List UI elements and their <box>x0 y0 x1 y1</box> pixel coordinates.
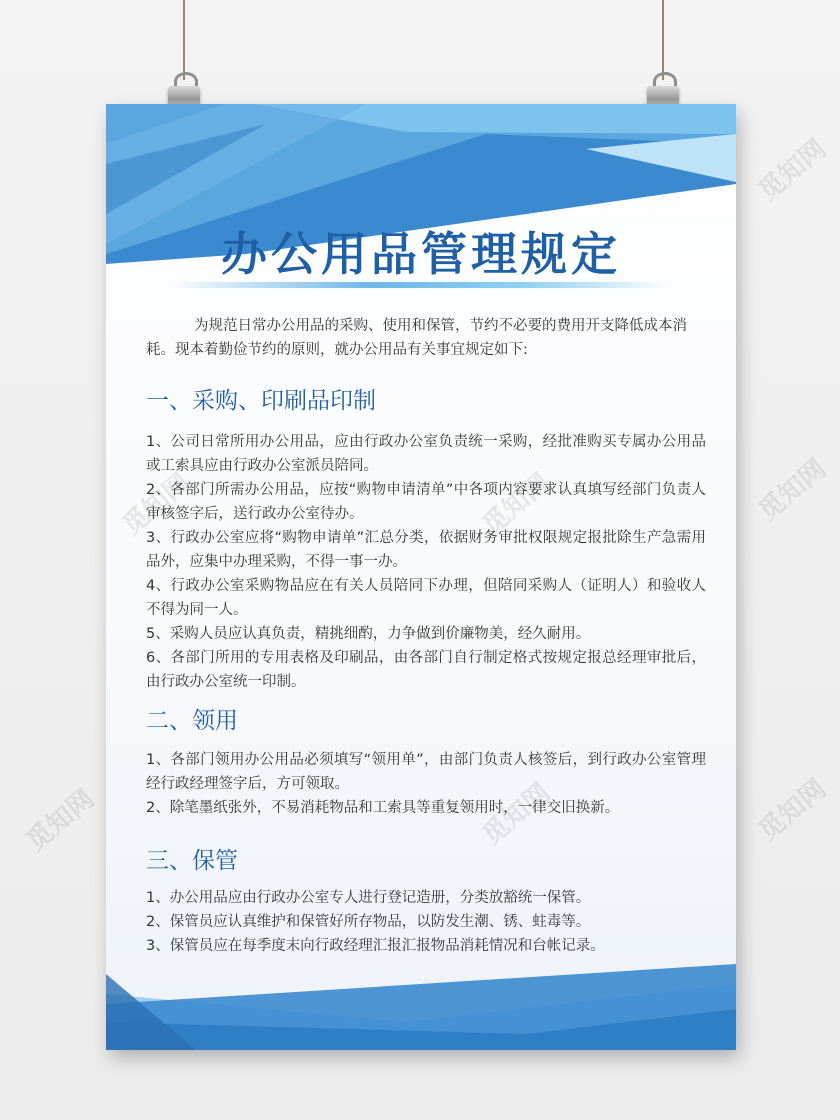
list-item: 4、行政办公室采购物品应在有关人员陪同下办理，但陪同采购人（证明人）和验收人不得为同一人。 <box>146 578 706 618</box>
list-item: 1、公司日常所用办公用品，应由行政办公室负责统一采购，经批准购买专属办公用品或工索具应由行政办公室派员陪同。 <box>146 434 706 474</box>
watermark-text: 觅知网 <box>117 467 197 541</box>
list-item: 6、各部门所用的专用表格及印刷品，由各部门自行制定格式按规定报总经理审批后，由行政办公室统一印制。 <box>146 650 706 690</box>
watermark-text: 觅知网 <box>21 783 101 857</box>
section-list-storage <box>146 886 706 958</box>
list-item: 1、各部门领用办公用品必须填写“领用单”，由部门负责人核签后，到行政办公室管理经行政经理签字后，方可领取。 <box>146 752 706 792</box>
section-heading-purchase: 一、采购、印刷品印制 <box>146 388 376 414</box>
watermark-text: 觅知网 <box>753 453 833 527</box>
hanging-string-left <box>183 0 185 80</box>
section-list-requisition <box>146 748 706 820</box>
watermark-text: 觅知网 <box>753 773 833 847</box>
list-item: 2、除笔墨纸张外，不易消耗物品和工索具等重复领用时，一律交旧换新。 <box>146 800 620 816</box>
list-item: 1、办公用品应由行政办公室专人进行登记造册，分类放豁统一保管。 <box>146 890 591 906</box>
list-item: 3、保管员应在每季度末向行政经理汇报汇报物品消耗情况和台帐记录。 <box>146 938 605 954</box>
section-heading-requisition: 二、领用 <box>146 708 238 734</box>
watermark-text: 觅知网 <box>477 777 557 851</box>
list-item: 3、行政办公室应将“购物申请单”汇总分类，依据财务审批权限规定报批除生产急需用品外，应集中办理采购，不得一事一办。 <box>146 530 706 570</box>
watermark-text: 觅知网 <box>477 467 557 541</box>
title-underline <box>170 282 670 288</box>
poster-title: 办公用品管理规定 <box>221 227 621 281</box>
section-list-purchase <box>146 430 706 694</box>
list-item: 2、各部门所需办公用品，应按“购物申请清单”中各项内容要求认真填写经部门负责人审核签字后，送行政办公室待办。 <box>146 482 706 522</box>
list-item: 5、采购人员应认真负责，精挑细酌，力争做到价廉物美，经久耐用。 <box>146 626 591 642</box>
list-item: 2、保管员应认真维护和保管好所存物品，以防发生潮、锈、蛀毒等。 <box>146 914 591 930</box>
section-heading-storage: 三、保管 <box>146 848 238 874</box>
poster <box>106 104 736 1050</box>
intro-paragraph: 为规范日常办公用品的采购、使用和保管，节约不必要的费用开支降低成本消耗。现本着勤俭节约的原则，就办公用品有关事宜规定如下: <box>146 318 687 358</box>
hanging-string-right <box>662 0 664 80</box>
watermark-text: 觅知网 <box>753 133 833 207</box>
